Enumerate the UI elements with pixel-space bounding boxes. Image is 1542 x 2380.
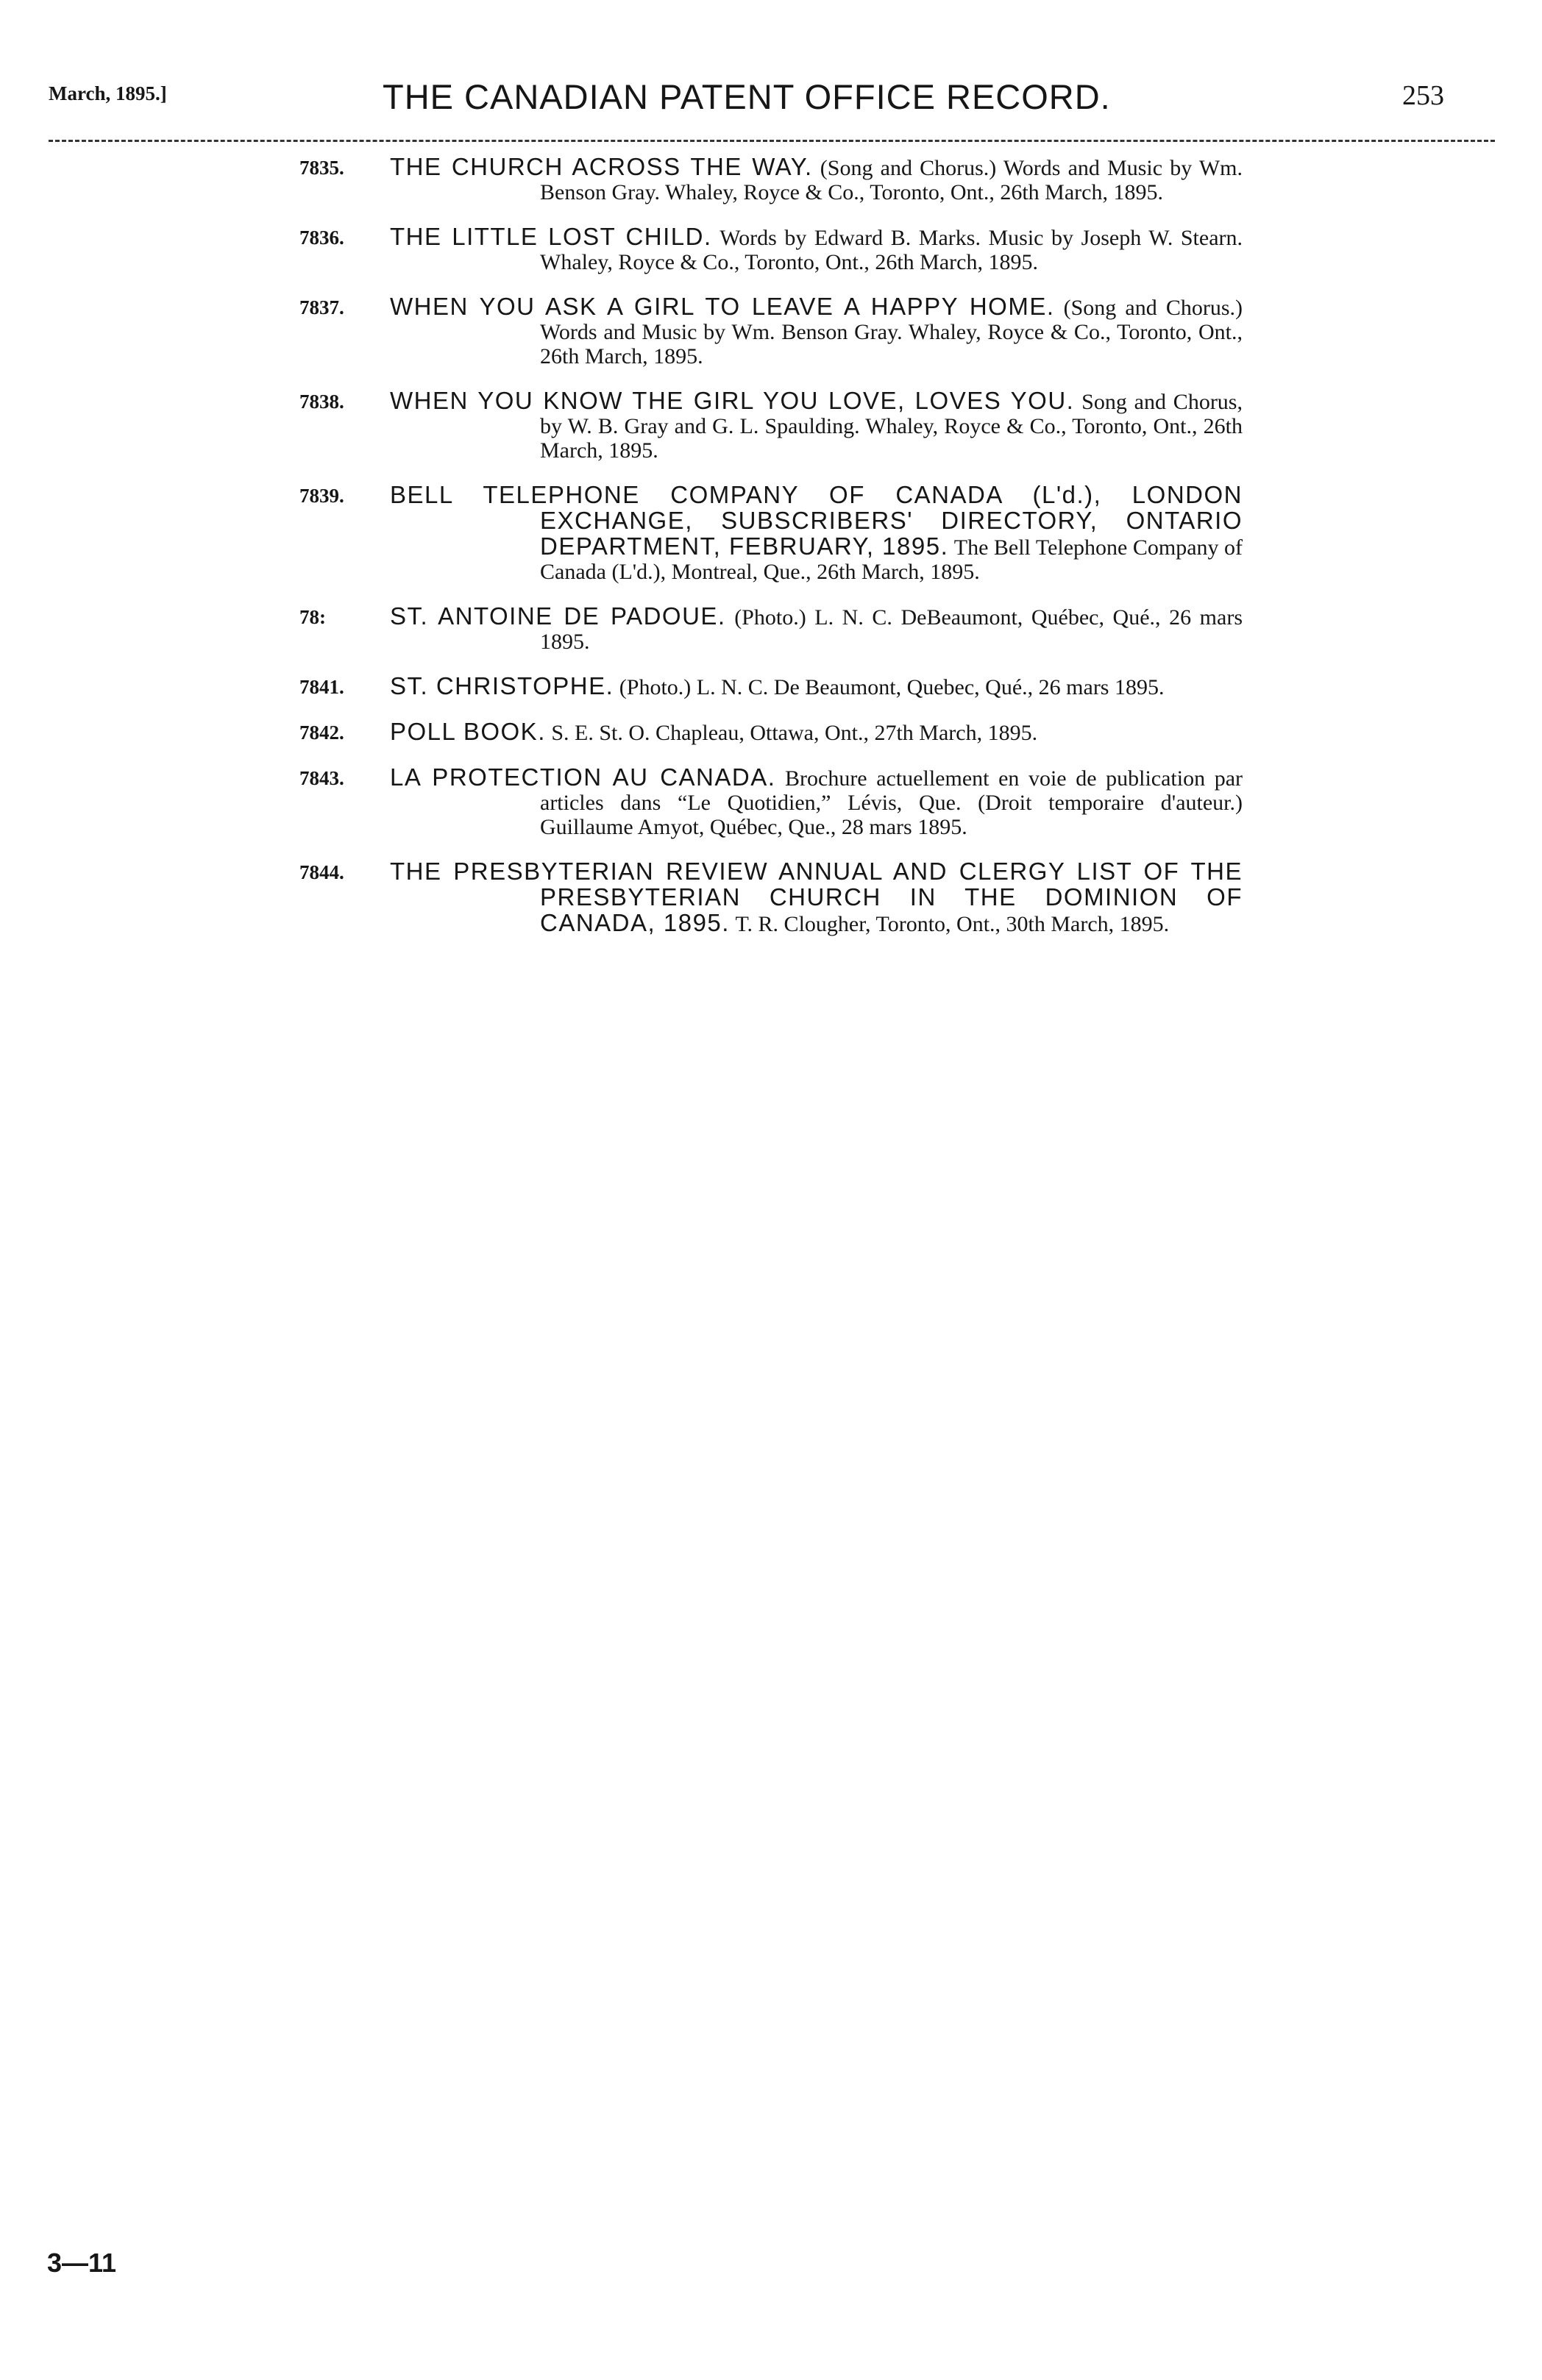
- entry-description: T. R. Clougher, Toronto, Ont., 30th March, 1895.: [735, 912, 1170, 936]
- entry-description: Brochure actuellement en voie de publication par articles dans “Le Quotidien,” Lévis, Que. (Droit temporaire d'auteur.) Guillaume Amyot, Québec, Que., 28 mars 1895.: [540, 766, 1243, 839]
- page-number: 253: [1402, 80, 1444, 111]
- entry-title: WHEN YOU ASK A GIRL TO LEAVE A HAPPY HOME.: [390, 293, 1055, 320]
- entry-7840: [299, 604, 1243, 654]
- page-title: THE CANADIAN PATENT OFFICE RECORD.: [383, 77, 1111, 116]
- entry-title: BELL TELEPHONE COMPANY OF CANADA (L'd.), LONDON EXCHANGE, SUBSCRIBERS' DIRECTORY, ONTARIO DEPARTMENT, FEBRUARY, 1895.: [390, 481, 1243, 560]
- copyright-entries-list: [299, 154, 1243, 956]
- entry-number: 7842.: [299, 722, 344, 744]
- entry-title: WHEN YOU KNOW THE GIRL YOU LOVE, LOVES YOU.: [390, 387, 1075, 414]
- entry-7836: [299, 224, 1243, 274]
- entry-7842: [299, 719, 1243, 745]
- entry-text: [390, 388, 1243, 463]
- entry-description: The Bell Telephone Company of Canada (L'd.), Montreal, Que., 26th March, 1895.: [540, 535, 1243, 584]
- entry-description: S. E. St. O. Chapleau, Ottawa, Ont., 27th March, 1895.: [551, 721, 1038, 745]
- entry-7843: [299, 765, 1243, 839]
- entry-7841: [299, 674, 1243, 699]
- entry-title: ST. CHRISTOPHE.: [390, 672, 614, 699]
- entry-7835: [299, 154, 1243, 204]
- page-header: [0, 0, 1542, 147]
- entry-text: [390, 294, 1243, 368]
- entry-text: [390, 765, 1243, 839]
- entry-number: 7837.: [299, 296, 344, 318]
- entry-number: 7841.: [299, 676, 344, 698]
- entry-title: THE PRESBYTERIAN REVIEW ANNUAL AND CLERGY LIST OF THE PRESBYTERIAN CHURCH IN THE DOMINION OF CANADA, 1895.: [390, 858, 1243, 936]
- entry-title: LA PROTECTION AU CANADA.: [390, 763, 776, 791]
- entry-title: THE CHURCH ACROSS THE WAY.: [390, 153, 813, 180]
- entry-description: Song and Chorus, by W. B. Gray and G. L. Spaulding. Whaley, Royce & Co., Toronto, Ont., 26th March, 1895.: [540, 390, 1243, 463]
- entry-text: [390, 154, 1243, 204]
- entry-number: 7838.: [299, 391, 344, 413]
- entry-7837: [299, 294, 1243, 368]
- entry-title: POLL BOOK.: [390, 718, 546, 745]
- entry-description: (Photo.) L. N. C. DeBeaumont, Québec, Qué., 26 mars 1895.: [540, 605, 1243, 654]
- entry-7838: [299, 388, 1243, 463]
- entry-description: (Song and Chorus.) Words and Music by Wm. Benson Gray. Whaley, Royce & Co., Toronto, Ont., 26th March, 1895.: [540, 296, 1243, 368]
- entry-description: Words by Edward B. Marks. Music by Joseph W. Stearn. Whaley, Royce & Co., Toronto, Ont., 26th March, 1895.: [540, 226, 1243, 274]
- entry-title: THE LITTLE LOST CHILD.: [390, 223, 712, 250]
- entry-description: (Song and Chorus.) Words and Music by Wm. Benson Gray. Whaley, Royce & Co., Toronto, Ont., 26th March, 1895.: [540, 156, 1243, 204]
- signature-mark: 3—11: [47, 2248, 117, 2278]
- entry-text: [390, 604, 1243, 654]
- entry-number: 7843.: [299, 767, 344, 789]
- entry-title: ST. ANTOINE DE PADOUE.: [390, 602, 726, 630]
- entry-text: [390, 719, 1243, 745]
- entry-number: 7835.: [299, 157, 344, 179]
- entry-text: [390, 859, 1243, 936]
- entry-number: 7836.: [299, 227, 344, 249]
- entry-7839: [299, 482, 1243, 584]
- entry-7844: [299, 859, 1243, 936]
- issue-date: March, 1895.]: [49, 82, 167, 104]
- header-rule: [49, 140, 1495, 142]
- entry-number: 7844.: [299, 861, 344, 883]
- entry-text: [390, 224, 1243, 274]
- entry-description: (Photo.) L. N. C. De Beaumont, Quebec, Qué., 26 mars 1895.: [619, 675, 1165, 699]
- entry-number: 7839.: [299, 485, 344, 507]
- entry-number: 78:: [299, 606, 326, 628]
- entry-text: [390, 674, 1243, 699]
- entry-text: [390, 482, 1243, 584]
